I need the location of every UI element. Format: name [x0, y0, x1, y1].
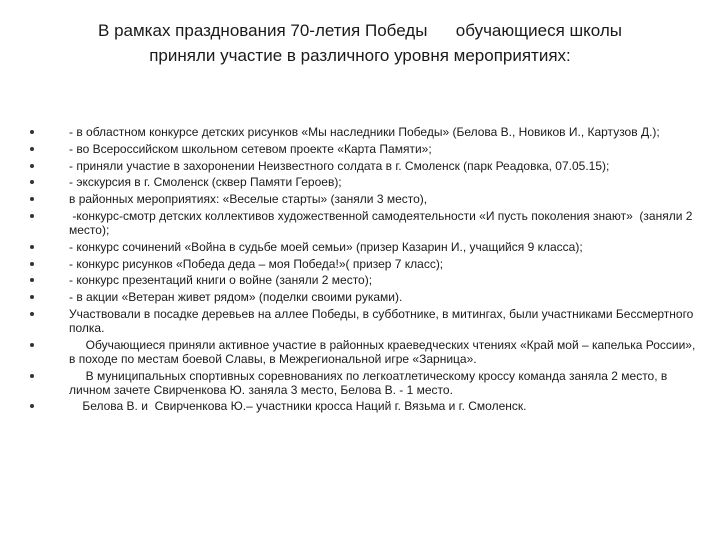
bullet-icon — [30, 312, 34, 316]
list-item-text: Белова В. и Свирченкова Ю.– участники кросса Наций г. Вязьма и г. Смоленск. — [69, 399, 527, 414]
list-item — [30, 257, 700, 271]
list-item — [30, 273, 700, 287]
list-item — [30, 125, 700, 139]
list-item — [30, 240, 700, 254]
bullet-icon — [30, 262, 34, 266]
list-item — [30, 175, 700, 189]
bullet-list — [30, 125, 700, 416]
bullet-icon — [30, 147, 34, 151]
bullet-icon — [30, 374, 34, 378]
bullet-icon — [30, 164, 34, 168]
list-item — [30, 209, 700, 237]
bullet-icon — [30, 245, 34, 249]
list-item-text: - конкурс рисунков «Победа деда – моя Победа!»( призер 7 класс); — [69, 256, 444, 271]
list-item — [30, 159, 700, 173]
bullet-icon — [30, 180, 34, 184]
list-item — [30, 338, 700, 366]
list-item-text: Участвовали в посадке деревьев на аллее Победы, в субботнике, в митингах, были участниками Бессмертного полка. — [69, 306, 697, 335]
list-item-text: - конкурс сочинений «Война в судьбе моей семьи» (призер Казарин И., учащийся 9 класса); — [69, 239, 583, 254]
title-line-2: приняли участие в различного уровня мероприятиях: — [149, 46, 571, 65]
list-item-text: - экскурсия в г. Смоленск (сквер Памяти Героев); — [69, 175, 342, 190]
list-item-text: - в областном конкурсе детских рисунков «Мы наследники Победы» (Белова В., Новиков И., Картузов Д.); — [69, 125, 660, 139]
list-item-text: - во Всероссийском школьном сетевом проекте «Карта Памяти»; — [69, 141, 432, 156]
list-item — [30, 369, 700, 397]
bullet-icon — [30, 214, 34, 218]
list-item-text: - конкурс презентаций книги о войне (заняли 2 место); — [69, 273, 373, 288]
bullet-icon — [30, 130, 34, 134]
title-line-1: В рамках празднования 70-летия Победы обучающиеся школы — [98, 21, 622, 40]
list-item-text: -конкурс-смотр детских коллективов художественной самодеятельности «И пусть поколения знают» (заняли 2 место); — [69, 208, 696, 237]
bullet-icon — [30, 404, 34, 408]
list-item-text: - в акции «Ветеран живет рядом» (поделки своими руками). — [69, 290, 403, 305]
list-item — [30, 192, 700, 206]
bullet-icon — [30, 295, 34, 299]
list-item-text: - приняли участие в захоронении Неизвестного солдата в г. Смоленск (парк Реадовка, 07.05.15); — [69, 158, 610, 173]
list-item-text: в районных мероприятиях: «Веселые старты» (заняли 3 место), — [69, 192, 428, 207]
list-item-text: Обучающиеся приняли активное участие в районных краеведческих чтениях «Край мой – капелька России», в походе по местам боевой Славы, в Межрегиональной игре «Зарница». — [69, 337, 699, 366]
list-item — [30, 142, 700, 156]
slide-title — [60, 18, 660, 68]
list-item — [30, 399, 700, 413]
list-item — [30, 307, 700, 335]
list-item-text: В муниципальных спортивных соревнованиях по легкоатлетическому кроссу команда заняла 2 место, в личном зачете Свирченкова Ю. заняла 3 место, Белова В. - 1 место. — [69, 368, 671, 397]
bullet-icon — [30, 197, 34, 201]
bullet-icon — [30, 343, 34, 347]
bullet-icon — [30, 278, 34, 282]
list-item — [30, 290, 700, 304]
